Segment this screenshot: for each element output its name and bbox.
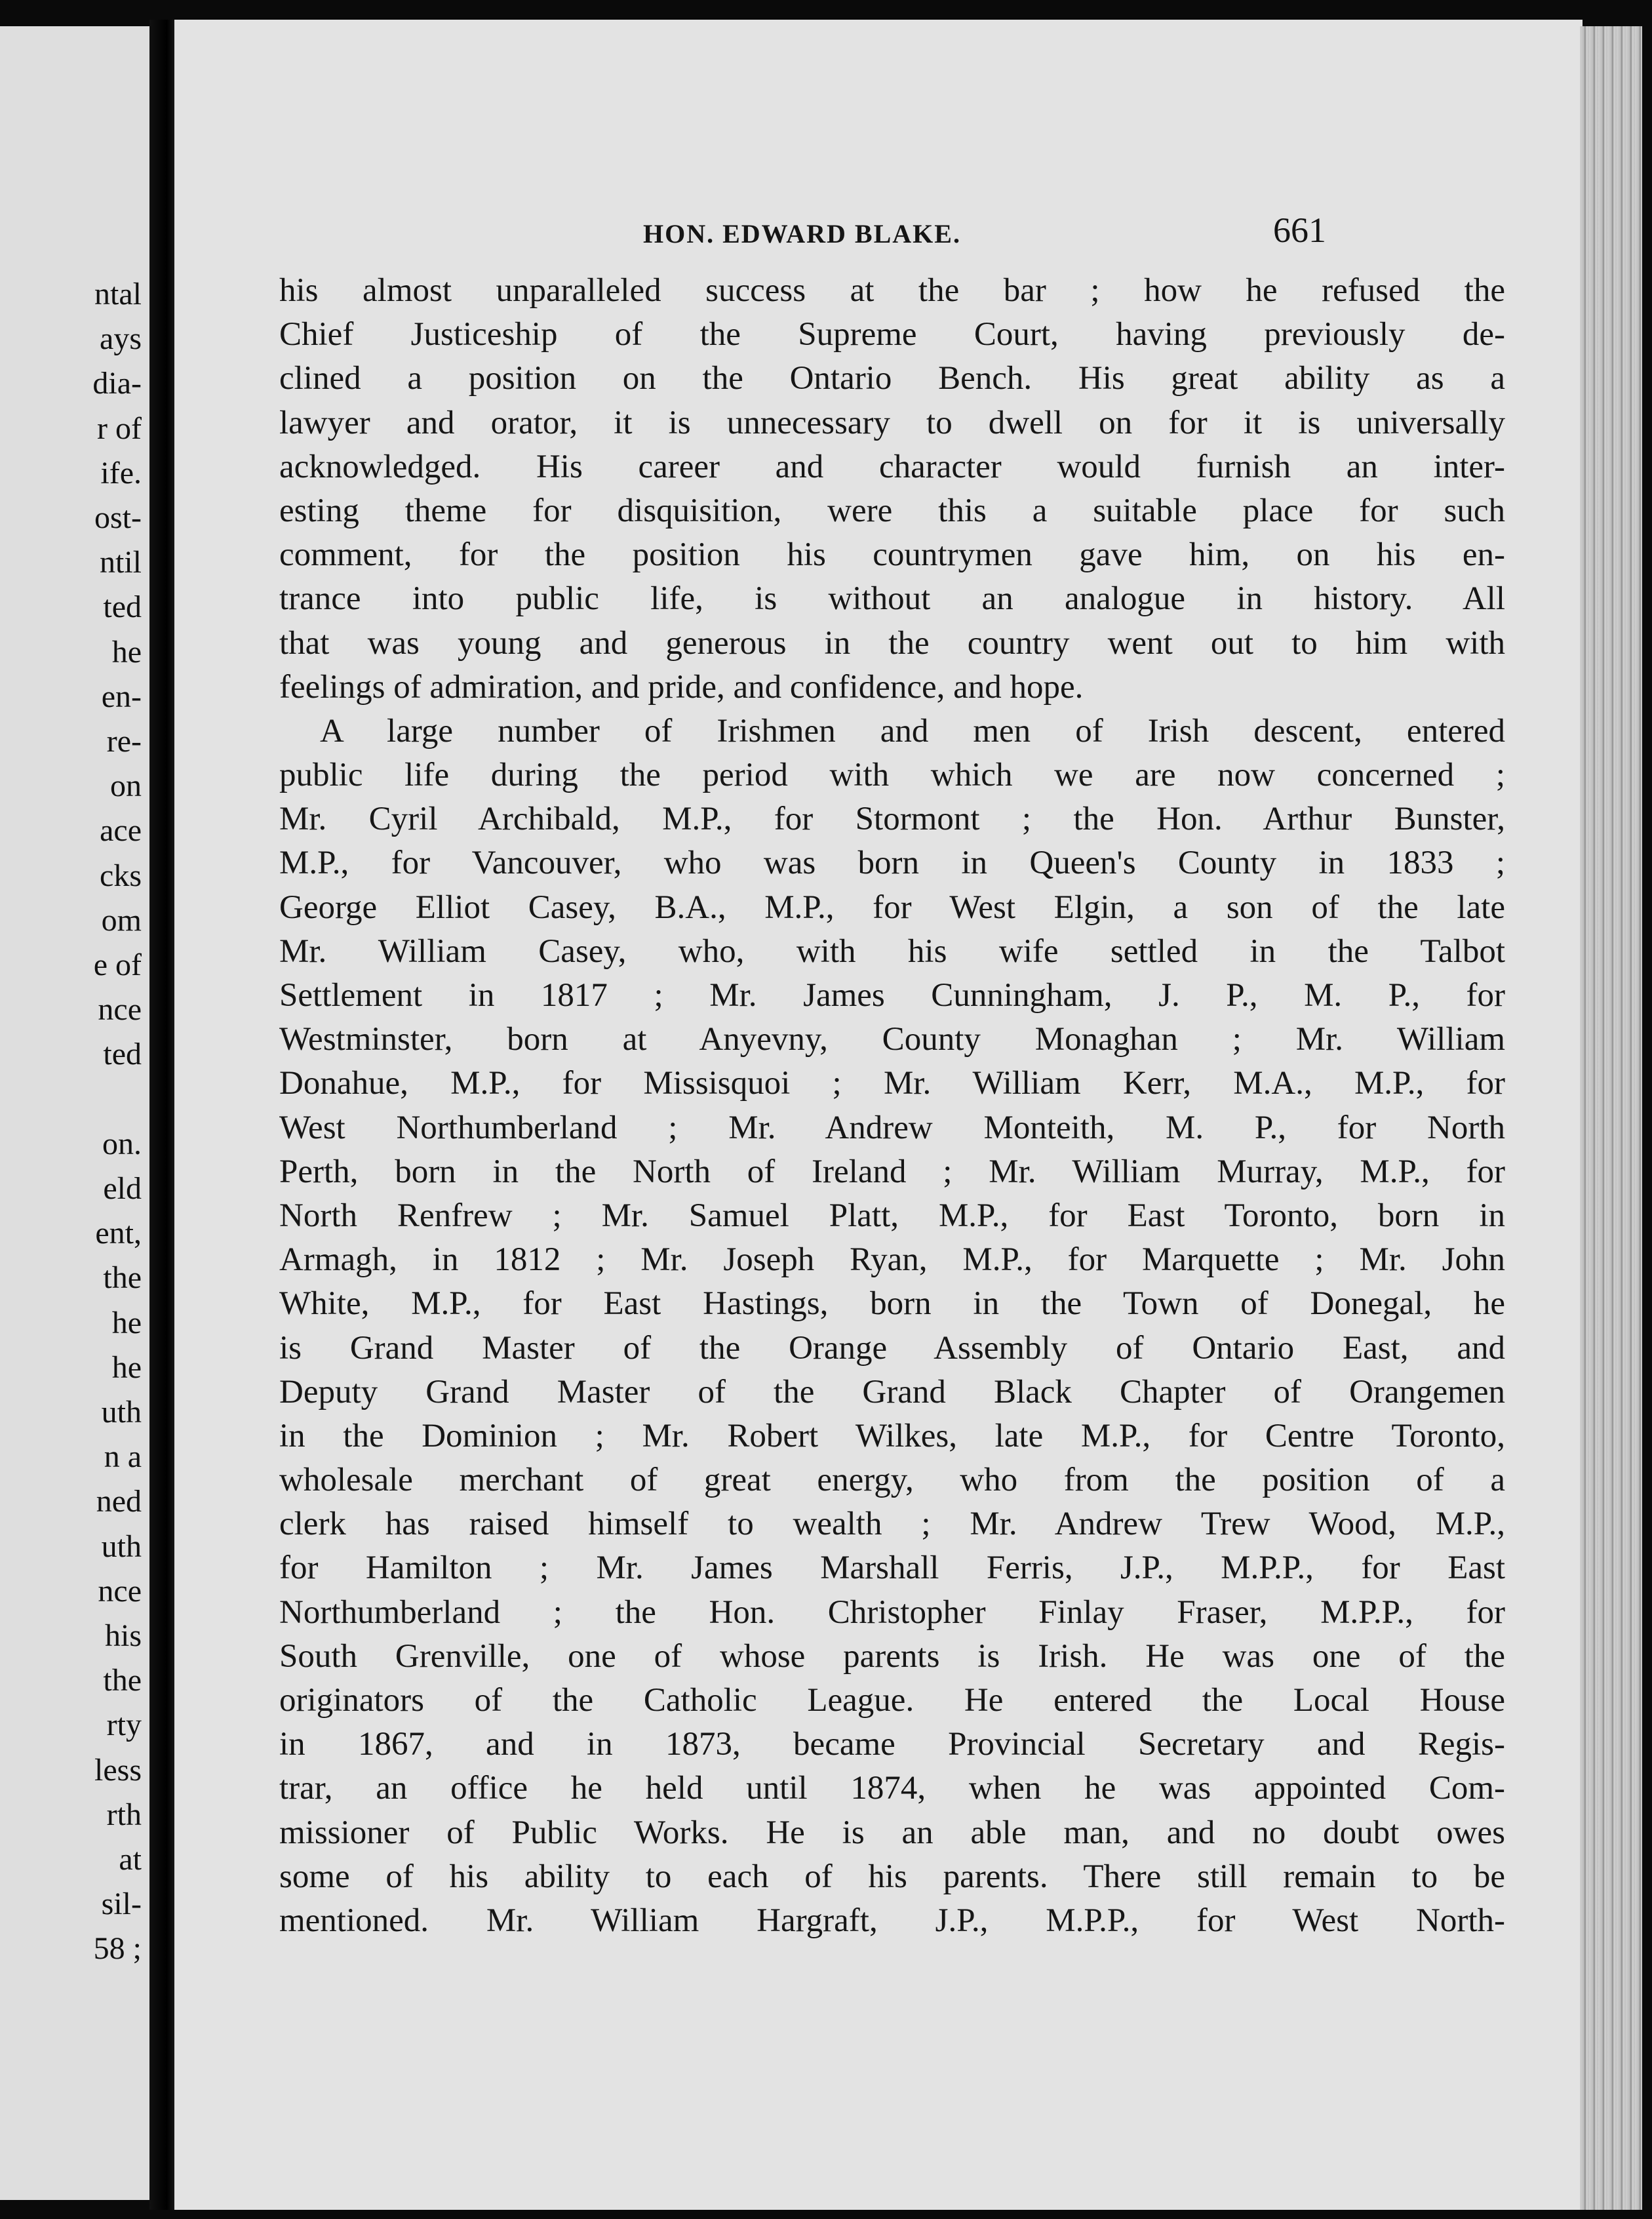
- text-line: Armagh, in 1812 ; Mr. Joseph Ryan, M.P., for Marquette ; Mr. John: [279, 1241, 1505, 1279]
- margin-fragment: at: [119, 1842, 142, 1877]
- margin-fragment: eld: [103, 1171, 142, 1206]
- text-line: Deputy Grand Master of the Grand Black Chapter of Orangemen: [279, 1373, 1505, 1410]
- text-line: esting theme for disquisition, were this a suitable place for such: [279, 492, 1505, 529]
- running-head: [174, 207, 1583, 252]
- text-line: Westminster, born at Anyevny, County Monaghan ; Mr. William: [279, 1021, 1505, 1058]
- text-line: acknowledged. His career and character would furnish an inter-: [279, 448, 1505, 485]
- text-line: trar, an office he held until 1874, when he was appointed Com-: [279, 1770, 1505, 1807]
- margin-fragment: his: [104, 1618, 142, 1653]
- body-text: [279, 269, 1505, 1943]
- text-line: lawyer and orator, it is unnecessary to dwell on for it is universally: [279, 404, 1505, 441]
- margin-fragment: ntal: [94, 277, 142, 311]
- text-line: is Grand Master of the Orange Assembly of Ontario East, and: [279, 1329, 1505, 1367]
- text-line: M.P., for Vancouver, who was born in Queen's County in 1833 ;: [279, 845, 1505, 882]
- margin-fragment: ted: [103, 590, 142, 625]
- margin-fragment: the: [103, 1663, 142, 1698]
- text-line: George Elliot Casey, B.A., M.P., for West Elgin, a son of the late: [279, 889, 1505, 926]
- text-line: clined a position on the Ontario Bench. His great ability as a: [279, 360, 1505, 397]
- text-line: Perth, born in the North of Ireland ; Mr. William Murray, M.P., for: [279, 1153, 1505, 1190]
- text-line: clerk has raised himself to wealth ; Mr. Andrew Trew Wood, M.P.,: [279, 1506, 1505, 1543]
- margin-fragment: on.: [102, 1126, 142, 1161]
- text-line: A large number of Irishmen and men of Irish descent, entered: [320, 712, 1505, 750]
- page-edges: [1580, 26, 1642, 2210]
- margin-fragment: ays: [100, 321, 142, 357]
- text-line: West Northumberland ; Mr. Andrew Monteith, M. P., for North: [279, 1109, 1505, 1146]
- margin-fragment: uth: [101, 1529, 142, 1564]
- margin-fragment: less: [94, 1752, 142, 1788]
- page-number: 661: [1273, 210, 1326, 250]
- text-line: wholesale merchant of great energy, who from the position of a: [279, 1462, 1505, 1499]
- text-line: missioner of Public Works. He is an able man, and no doubt owes: [279, 1814, 1505, 1851]
- margin-fragment: om: [101, 902, 142, 938]
- book-page: [174, 20, 1583, 2210]
- margin-fragment: rty: [106, 1708, 142, 1743]
- margin-fragment: en-: [101, 679, 142, 714]
- margin-fragment: on: [110, 769, 142, 804]
- text-line: feelings of admiration, and pride, and confidence, and hope.: [279, 668, 1084, 706]
- margin-fragment: he: [111, 1305, 142, 1340]
- margin-fragment: ife.: [100, 455, 142, 490]
- margin-fragment: ent,: [95, 1216, 142, 1251]
- text-line: mentioned. Mr. William Hargraft, J.P., M.P.P., for West North-: [279, 1902, 1505, 1939]
- text-line: Mr. William Casey, who, with his wife settled in the Talbot: [279, 932, 1505, 970]
- margin-fragment: ned: [96, 1484, 142, 1519]
- margin-fragment: ntil: [99, 545, 142, 580]
- margin-fragment: uth: [101, 1395, 142, 1429]
- margin-fragment: dia-: [92, 366, 142, 401]
- text-line: comment, for the position his countrymen gave him, on his en-: [279, 536, 1505, 574]
- text-line: Chief Justiceship of the Supreme Court, having previously de-: [279, 316, 1505, 353]
- text-line: North Renfrew ; Mr. Samuel Platt, M.P., for East Toronto, born in: [279, 1197, 1505, 1234]
- margin-fragment: cks: [100, 858, 142, 893]
- text-line: some of his ability to each of his parents. There still remain to be: [279, 1858, 1505, 1895]
- margin-fragment: ost-: [94, 500, 142, 535]
- text-line: for Hamilton ; Mr. James Marshall Ferris, J.P., M.P.P., for East: [279, 1549, 1505, 1587]
- text-line: public life during the period with which we are now concerned ;: [279, 757, 1505, 794]
- margin-fragment: ace: [100, 813, 142, 849]
- text-line: Settlement in 1817 ; Mr. James Cunningham, J. P., M. P., for: [279, 977, 1505, 1014]
- margin-fragment: the: [103, 1260, 142, 1296]
- margin-fragment: ted: [103, 1037, 142, 1072]
- text-line: Donahue, M.P., for Missisquoi ; Mr. William Kerr, M.A., M.P., for: [279, 1065, 1505, 1102]
- margin-fragment: he: [111, 1349, 142, 1385]
- text-line: originators of the Catholic League. He entered the Local House: [279, 1682, 1505, 1719]
- margin-fragment: sil-: [101, 1887, 142, 1922]
- running-title: HON. EDWARD BLAKE.: [643, 219, 961, 249]
- text-line: Mr. Cyril Archibald, M.P., for Stormont ; the Hon. Arthur Bunster,: [279, 801, 1505, 838]
- text-line: trance into public life, is without an analogue in history. All: [279, 580, 1505, 618]
- text-line: in 1867, and in 1873, became Provincial Secretary and Regis-: [279, 1726, 1505, 1763]
- margin-fragment: he: [111, 634, 142, 670]
- text-line: that was young and generous in the country went out to him with: [279, 624, 1505, 662]
- margin-fragment: nce: [98, 1573, 142, 1609]
- margin-fragment: rth: [106, 1797, 142, 1832]
- margin-fragment: 58 ;: [93, 1931, 142, 1967]
- previous-page-margin: [0, 26, 149, 2200]
- text-line: South Grenville, one of whose parents is Irish. He was one of the: [279, 1637, 1505, 1675]
- text-line: White, M.P., for East Hastings, born in the Town of Donegal, he: [279, 1285, 1505, 1323]
- margin-fragment: n a: [104, 1439, 142, 1475]
- text-line: in the Dominion ; Mr. Robert Wilkes, late M.P., for Centre Toronto,: [279, 1417, 1505, 1454]
- margin-fragment: nce: [98, 992, 142, 1028]
- margin-fragment: e of: [93, 948, 142, 982]
- margin-fragment: r of: [97, 410, 142, 446]
- text-line: Northumberland ; the Hon. Christopher Finlay Fraser, M.P.P., for: [279, 1593, 1505, 1631]
- text-line: his almost unparalleled success at the bar ; how he refused the: [279, 272, 1505, 309]
- margin-fragment: re-: [106, 724, 142, 759]
